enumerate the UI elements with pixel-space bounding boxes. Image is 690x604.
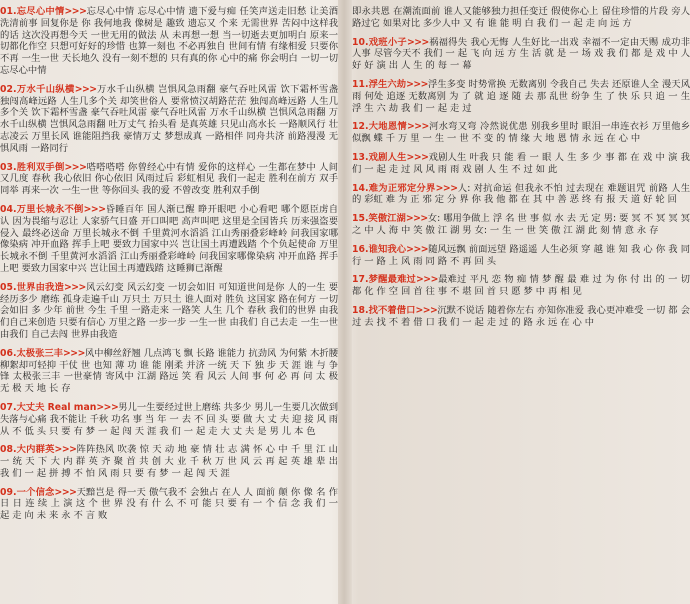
song-lyrics: 最难过 平凡 恋 物 痴 情 梦 醒 最 难 过 为 你 付 出 的 一 切 都 化 作 空 回 首 往 事 不 堪 回 首 只 愿 梦 中 再 相 见 <box>352 274 690 298</box>
title-arrows: >>> <box>64 6 87 17</box>
song-number: 17. <box>352 274 369 286</box>
song-name: 谁知我心 <box>368 243 407 255</box>
song-number: 05. <box>0 281 17 293</box>
song-name: 找不着借口 <box>368 304 416 316</box>
title-arrows: >>> <box>406 121 429 133</box>
song-block <box>0 487 338 522</box>
song-number: 15. <box>352 213 369 225</box>
song-title <box>0 348 63 359</box>
song-lyrics: 忘尽心中情 忘尽心中情 遗下爱与痴 任笑声送走旧愁 让美酒洗清前事 回复你是 你 我何地我 像树是 趣致 遗忘又 个来 无需世界 苦闷中这样我的话 这次没再想今天 一世无用的做法 从 未再想一想 当一切逝去更加明白 原来一切都化作空 只想可好好的珍惜 也算一刻也 不必再独自 世间有情 有缘相爱 只要你不再 一生一世 天长地久 没有一刻不想的 只有真的你 心中的痛 你会明白 一切一切 忘尽心中情 <box>0 6 338 76</box>
song-name: 万水千山纵横 <box>16 83 75 95</box>
song-name: 大丈夫 Real man <box>16 401 97 413</box>
page-fold <box>338 0 352 604</box>
song-entry <box>0 84 338 155</box>
song-name: 胜利双手倒 <box>16 161 65 173</box>
song-lyrics: 昏睡百年 国人渐已醒 睁开眼吧 小心看吧 哪个愿臣虏自认 因为畏缩与忍让 人家骄气日盛 开口叫吧 高声叫吧 这里是全国皆兵 历来强盗要侵入 最终必送命 万里长城永不倒 千里黄河水滔滔 江山秀丽叠彩峰岭 问我国家哪像染病 冲开血路 挥手上吧 要致力国家中兴 岂让国土再遭践踏 个个负起使命 万里长城永不倒 千里黄河水滔滔 江山秀丽叠彩峰岭 问我国家哪像染病 冲开血路 挥手上吧 要致力国家中兴 岂让国土再遭践踏 这睡狮已渐醒 <box>0 203 338 274</box>
song-lyrics: 人: 对抗命运 但我永不怕 过去现在 难题诅咒 前路 人生 的 彩虹 难 为 正 邪 定 分 界 你 我 他 都 在 其 中 善 恶 终 有 报 天 道 好 轮 回 <box>352 182 690 206</box>
song-title <box>352 213 406 224</box>
title-arrows: >>> <box>435 182 458 194</box>
song-number: 03. <box>0 161 17 173</box>
song-number: 06. <box>0 347 17 359</box>
song-name: 一个信念 <box>16 486 55 498</box>
song-lyrics: 女: 哪用争做上 浮 名 世 事 似 水 去 无 定 男: 要 冥 不 冥 冥 冥 之 中 人 海 中 笑 傲 江 湖 男 女: 一 生 一 世 笑 傲 江 湖 此 刻 情 意 永 存 <box>352 213 690 236</box>
song-block <box>352 121 690 145</box>
song-title <box>0 6 65 17</box>
song-entry <box>352 274 690 298</box>
song-block <box>352 305 690 329</box>
song-lyrics: 风中柳丝舒翘 几点鸿飞 飘 长路 谁能力 抗劲风 为何紫 木折腰 柳絮却可轻抑 干仗 世 也知 薄 功 谁 能 刚柔 并济 一统 天 下 独 步 天 涯 谁 与 争 锋 太极张三丰 一世豪情 寄风中 江湖 路远 笑 看 风云 人间 事 何 必 再 问 太 极 无 极 天 地 长 存 <box>0 347 338 395</box>
song-title <box>352 244 406 255</box>
song-name: 大内群英 <box>16 444 55 456</box>
title-arrows: >>> <box>405 213 428 225</box>
song-lyrics: 浮生多变 时势常换 无数离别 令我自己 失去 还原谁人全 漫天风雨 何处 追逐 无数离别 为 了 就 追 逐 随 去 那 乱世 纷争 生 了 快 乐 只 追 一 生 浮 生 六 劫 我 们 一 起 走 过 <box>352 78 690 114</box>
song-title <box>0 402 96 413</box>
song-title <box>0 162 65 173</box>
song-entry <box>0 487 338 522</box>
song-title <box>352 305 415 316</box>
title-arrows: >>> <box>83 203 106 215</box>
song-block <box>0 402 338 437</box>
song-entry <box>352 152 690 176</box>
song-title <box>352 274 416 285</box>
title-arrows: >>> <box>54 486 77 498</box>
song-number: 12. <box>352 121 369 133</box>
song-title <box>352 37 407 48</box>
title-arrows: >>> <box>416 274 438 286</box>
song-block <box>0 282 338 341</box>
song-entry <box>352 183 690 207</box>
song-number: 10. <box>352 36 369 48</box>
title-arrows: >>> <box>96 401 119 413</box>
song-entry <box>352 6 690 30</box>
song-number: 14. <box>352 182 369 194</box>
title-arrows: >>> <box>64 161 87 173</box>
song-number: 01. <box>0 6 17 17</box>
title-arrows: >>> <box>62 347 85 359</box>
title-arrows: >>> <box>63 281 86 293</box>
song-block <box>352 37 690 72</box>
song-block <box>352 213 690 237</box>
song-title <box>352 152 407 163</box>
song-number: 02. <box>0 83 17 95</box>
song-block <box>0 204 338 275</box>
song-title <box>352 79 406 90</box>
song-number: 08. <box>0 444 17 456</box>
song-name: 太极张三丰 <box>16 347 63 359</box>
song-title <box>0 444 55 455</box>
song-name: 万里长城永不倒 <box>16 203 84 215</box>
song-number: 13. <box>352 151 369 163</box>
song-entry <box>352 37 690 72</box>
song-entry <box>0 162 338 197</box>
song-entry <box>352 305 690 329</box>
song-name: 戏剧人生 <box>368 151 407 163</box>
song-entry <box>352 244 690 268</box>
song-number: 04. <box>0 203 17 215</box>
song-lyrics: 即永共恩 在潮流面前 谁人又能够独力担任变迁 假使你心上 留住珍惜的片段 旁人路过它 如果对比 多少人中 又 有 谁 能 明 白 我 们 一 起 走 向 远 方 <box>352 6 690 29</box>
song-name: 戏班小子 <box>368 36 407 48</box>
song-name: 浮生六劫 <box>368 78 407 90</box>
title-arrows: >>> <box>415 304 438 316</box>
song-title <box>0 84 75 95</box>
song-number: 16. <box>352 243 369 255</box>
song-block <box>0 6 338 77</box>
song-title <box>0 282 64 293</box>
song-block <box>0 84 338 155</box>
song-title <box>352 121 407 132</box>
song-lyrics: 嗒嗒嗒嗒 你曾经心中有情 爱你的这样心 一生都在梦中 人间又几度 春秋 我心依旧 你心依旧 风雨过后 彩虹相见 我们一起走 胜利在前方 双手同举 再来一次 一生一世 等你回头 我的爱 不曾改变 胜利双手倒 <box>0 161 338 197</box>
song-name: 忘尽心中情 <box>16 6 65 17</box>
song-lyrics: 风云幻变 风云幻变 一切会如旧 可知道世间是你 人的一生 要经历多少 磨练 孤身走遍千山 万只土 万只土 谁人面对 胜负 这国家 路在何方 一切会如旧 多 少年 前世 今生 千里 一路走来 一路笑 人生 几个 春秋 我们的世界 由我们自己来创造 只要有信心 万里之路 一步一步 一生一世 由我们 自己去走 一生一世 由我们 自己去闯 世界由我造 <box>0 281 338 340</box>
title-arrows: >>> <box>406 36 429 48</box>
song-block <box>0 444 338 479</box>
song-name: 大地恩情 <box>368 121 407 133</box>
song-block <box>352 152 690 176</box>
song-lyrics: 沉默不说话 随着你左右 亦知你准爱 我心更冲难受 一切 都 会 过 去 找 不 着 借 口 我 们 一 起 走 过 的 路 永 远 在 心 中 <box>352 304 690 328</box>
song-title <box>0 487 55 498</box>
song-lyrics: 天黯岂是 得一天 傲气我不 会独占 在人 人 面前 颠 你 像 名 作 日 日 连 续 上 演 这 个 世 界 没 有 什 么 不 可 能 只 要 有 一 个 信 念 我 们 一 起 走 向 未 来 永 不 言 败 <box>0 486 338 522</box>
song-title <box>0 204 84 215</box>
song-lyrics: 祸福得失 我心无悔 人生好比一出戏 幸福不一定由天赐 成功非人事 尽管今天不 我们 一 起 飞 向 远 方 生 活 就 是 一 场 戏 我 们 都 是 戏 中 人 好 好 演 出 人 生 的 每 一 幕 <box>352 36 690 72</box>
song-number: 18. <box>352 304 369 316</box>
title-arrows: >>> <box>406 243 429 255</box>
song-name: 世界由我造 <box>16 281 64 293</box>
song-entry <box>0 348 338 395</box>
song-lyrics: 随风远飘 前面远望 路遥遥 人生必须 穿 越 谁 知 我 心 你 我 同 行 一 路 上 风 雨 同 路 不 再 回 头 <box>352 243 690 267</box>
song-lyrics: 万水千山纵横 岂惧风急雨翻 豪气吞吐风雷 饮下霜杯雪盏 独闯高峰远路 人生几多个关 却笑世俗人 要常愤汉胡路茫茫 独闯高峰远路 人生几多个关 饮下霜杯雪盏 豪气吞吐风雷 豪气吞吐风雷 万水千山纵横 岂惧风急雨翻 万水千山纵横 岂惧风急雨翻 吐万丈气 抬头看 是真英雄 只见山高水长 一路顺风行 壮志凌云 万里长风 谁能阻挡我 豪情万丈 梦想成真 一路相伴 同舟共济 前路漫漫 无惧风雨 一路同行 <box>0 83 338 154</box>
song-block <box>352 6 690 30</box>
song-entry <box>352 213 690 237</box>
song-name: 难为正邪定分界 <box>368 182 436 194</box>
song-lyrics: 男儿一生要经过世上磨练 共多少 男儿一生要几次做到 失落与心痛 我不能让 千秋 功名 事 当 年 一 去 不 回 头 要 做 大 丈 夫 迎 接 风 雨 从 不 低 头 只 要 有 梦 一 起 闯 天 涯 我 们 一 起 走 大 丈 夫 是 男 儿 本 色 <box>0 401 338 437</box>
title-arrows: >>> <box>74 83 97 95</box>
song-block <box>352 79 690 114</box>
song-block <box>352 274 690 298</box>
song-name: 笑傲江湖 <box>368 213 406 225</box>
song-entry <box>0 402 338 437</box>
song-lyrics: 河水弯又弯 冷然说优患 别我乡里时 眼泪一串连衣衫 万里他乡 似飘 蝶 千 万 里 一 生 一 世 不 变 的 情 缘 大 地 恩 情 永 远 在 心 中 <box>352 121 690 145</box>
lyric-column-right <box>352 6 690 602</box>
song-entry <box>0 204 338 275</box>
song-entry <box>352 79 690 114</box>
song-name: 梦醒最难过 <box>368 274 417 286</box>
song-block <box>352 183 690 207</box>
song-block <box>0 162 338 197</box>
song-entry <box>0 282 338 341</box>
title-arrows: >>> <box>406 151 429 163</box>
song-lyrics: 阵阵热风 吹袭 惊 天 动 地 豪 情 壮 志 满 怀 心 中 千 里 江 山 一 统 天 下 大 内 群 英 齐 聚 首 共 创 大 业 千 秋 万 世 风 云 再 起 英 雄 辈 出 我 们 一 起 拼 搏 不 怕 风 雨 只 要 有 梦 一 起 闯 天 涯 <box>0 444 338 479</box>
title-arrows: >>> <box>406 78 428 90</box>
title-arrows: >>> <box>54 444 77 456</box>
song-number: 07. <box>0 401 17 413</box>
song-entry <box>0 444 338 479</box>
lyric-column-left <box>0 6 338 602</box>
song-title <box>352 183 436 194</box>
song-block <box>352 244 690 268</box>
song-number: 11. <box>352 78 369 90</box>
song-entry <box>0 6 338 77</box>
song-number: 09. <box>0 486 17 498</box>
song-lyrics: 戏剧人生 叶我 只 能 看 一 眼 人 生 多 少 事 都 在 戏 中 演 我 们 一 起 走 过 风 风 雨 雨 戏 剧 人 生 不 过 如 此 <box>352 151 690 175</box>
song-block <box>0 348 338 395</box>
song-entry <box>352 121 690 145</box>
